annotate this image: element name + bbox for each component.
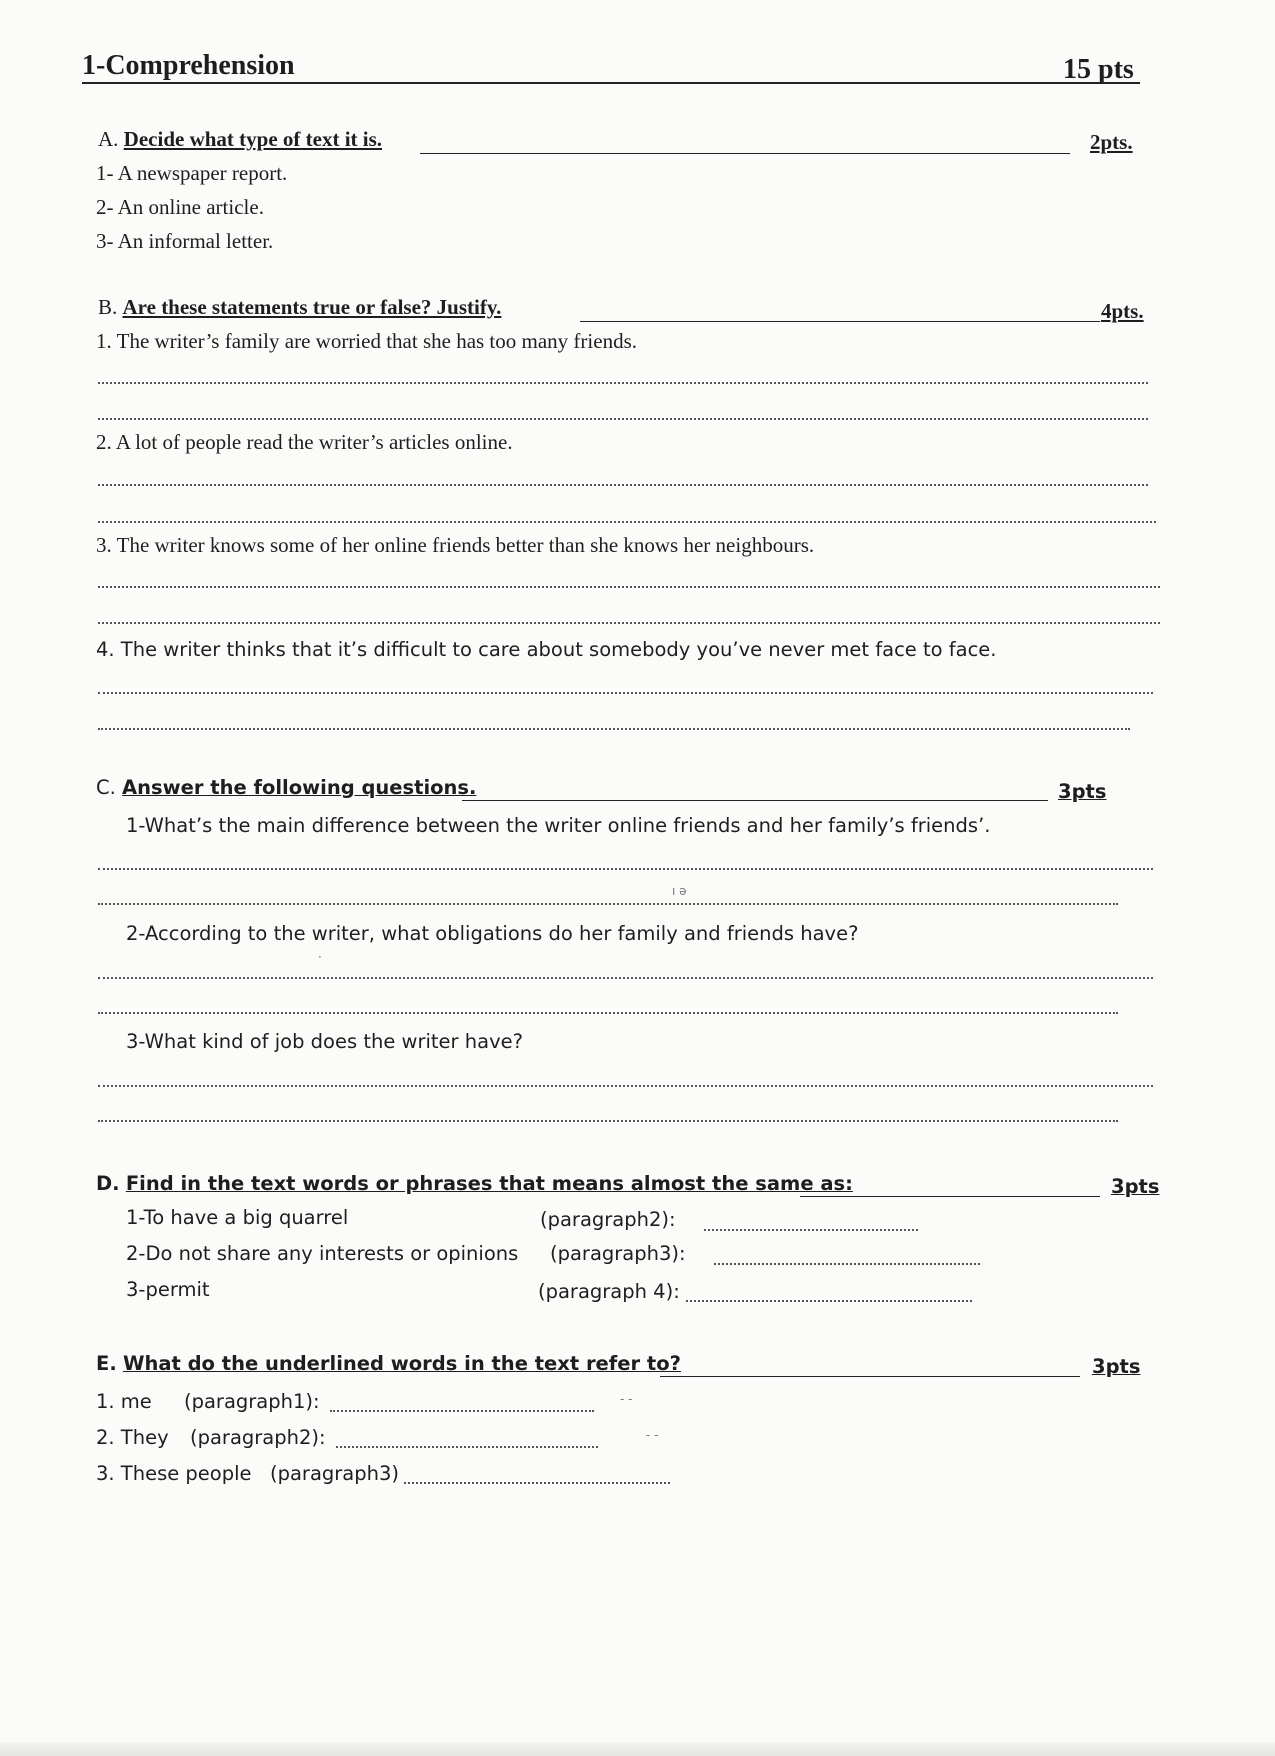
answer-line (98, 977, 1153, 979)
reference-3-paragraph: (paragraph3) (270, 1462, 399, 1485)
section-d-letter: D. (96, 1172, 120, 1195)
answer-line (98, 1120, 1118, 1122)
statement-2: 2. A lot of people read the writer’s articles online. (96, 430, 513, 454)
answer-line (98, 484, 1148, 486)
answer-line (98, 521, 1156, 523)
section-d-heading (96, 1172, 853, 1195)
answer-line (98, 903, 1118, 905)
total-points: 15 pts (1063, 54, 1134, 85)
answer-line (714, 1263, 980, 1265)
section-e-points: 3pts (1092, 1355, 1141, 1378)
answer-line (98, 418, 1148, 420)
section-b-title: Are these statements true or false? Justify. (122, 295, 502, 319)
term-1: 1-To have a big quarrel (126, 1206, 349, 1229)
answer-line (98, 622, 1160, 624)
question-1: 1-What’s the main difference between the writer online friends and her family’s friends’. (126, 814, 991, 837)
section-a-item: 2- An online article. (96, 195, 264, 219)
term-3: 3-permit (126, 1278, 210, 1301)
statement-1: 1. The writer’s family are worried that she has too many friends. (96, 329, 637, 353)
section-c-letter: C. (96, 776, 116, 799)
section-a-underline (420, 153, 1070, 154)
term-2: 2-Do not share any interests or opinions (126, 1242, 519, 1265)
section-c-underline (462, 800, 1048, 801)
term-2-reference: (paragraph3): (550, 1242, 686, 1265)
reference-1-word: 1. me (96, 1390, 152, 1413)
reference-2-paragraph: (paragraph2): (190, 1426, 326, 1449)
section-d-points: 3pts (1111, 1175, 1160, 1198)
section-e-title: What do the underlined words in the text refer to? (122, 1352, 681, 1375)
question-2: 2-According to the writer, what obligations do her family and friends have? (126, 922, 859, 945)
term-3-reference: (paragraph 4): (538, 1280, 680, 1303)
section-a-heading (98, 127, 382, 152)
answer-line (330, 1410, 594, 1412)
section-a-item: 3- An informal letter. (96, 229, 274, 253)
answer-line (404, 1482, 670, 1484)
section-d-title: Find in the text words or phrases that means almost the same as: (125, 1172, 853, 1195)
answer-line (98, 868, 1153, 870)
answer-line (704, 1229, 918, 1231)
question-3: 3-What kind of job does the writer have? (126, 1030, 523, 1053)
answer-line (98, 1085, 1153, 1087)
answer-line (98, 382, 1148, 384)
answer-line (98, 1012, 1118, 1014)
statement-4: 4. The writer thinks that it’s difficult to care about somebody you’ve never met face to face. (96, 638, 997, 661)
section-a-points: 2pts. (1090, 130, 1133, 154)
answer-line (98, 586, 1160, 588)
reference-1-paragraph: (paragraph1): (184, 1390, 320, 1413)
section-b-letter: B. (98, 295, 118, 319)
section-c-points: 3pts (1058, 780, 1107, 803)
scan-mark: - - (646, 1428, 659, 1442)
answer-line (98, 692, 1153, 694)
section-d-underline (800, 1196, 1100, 1197)
section-b-heading (98, 295, 501, 320)
page-title: 1-Comprehension (82, 50, 295, 81)
reference-3-word: 3. These people (96, 1462, 252, 1485)
section-a-title: Decide what type of text it is. (123, 127, 383, 151)
section-c-heading (96, 776, 476, 799)
section-e-underline (660, 1376, 1080, 1377)
answer-line (686, 1300, 972, 1302)
section-e-letter: E. (96, 1352, 117, 1375)
page-edge (0, 1742, 1275, 1756)
scan-mark: · (318, 950, 322, 964)
answer-line (336, 1446, 598, 1448)
term-1-reference: (paragraph2): (540, 1208, 676, 1231)
scan-mark: - - (620, 1392, 633, 1406)
section-b-points: 4pts. (1101, 299, 1144, 323)
title-underline (82, 82, 1140, 84)
statement-3: 3. The writer knows some of her online friends better than she knows her neighbours. (96, 533, 815, 557)
answer-line (98, 728, 1130, 730)
section-a-letter: A. (98, 127, 119, 151)
section-e-heading (96, 1352, 681, 1375)
section-c-title: Answer the following questions. (122, 776, 477, 799)
reference-2-word: 2. They (96, 1426, 169, 1449)
section-b-underline (580, 321, 1100, 322)
section-a-item: 1- A newspaper report. (96, 161, 288, 185)
scan-mark: ı ǝ (672, 884, 687, 898)
